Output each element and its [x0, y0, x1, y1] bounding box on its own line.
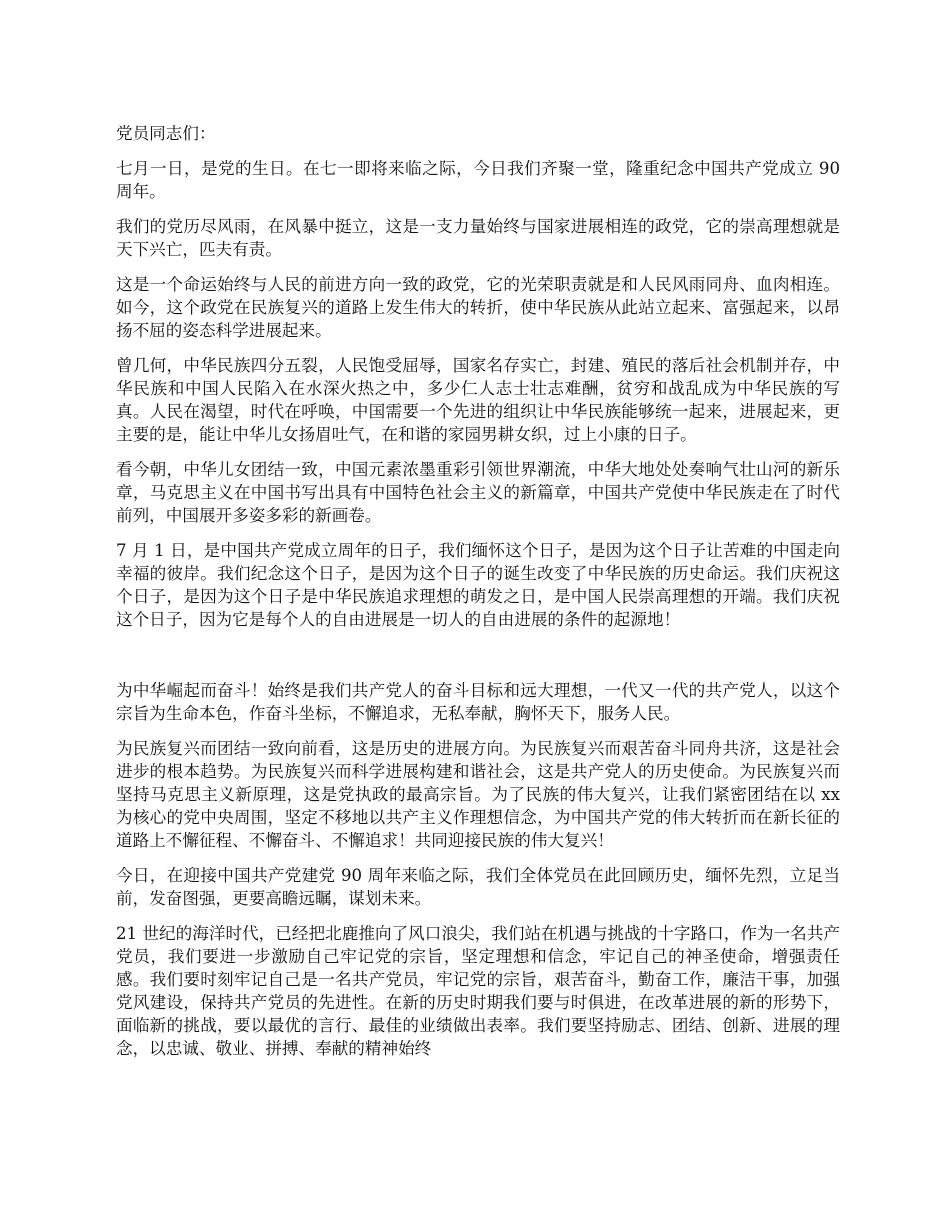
paragraph: 今日，在迎接中国共产党建党 90 周年来临之际，我们全体党员在此回顾历史，缅怀先烈，立足当前，发奋图强，更要高瞻远瞩，谋划未来。 — [116, 866, 840, 908]
paragraph: 为中华崛起而奋斗！始终是我们共产党人的奋斗目标和远大理想，一代又一代的共产党人，以这个宗旨为生命本色，作奋斗坐标，不懈追求，无私奉献，胸怀天下，服务人民。 — [116, 681, 840, 723]
paragraph: 21 世纪的海洋时代，已经把北鹿推向了风口浪尖，我们站在机遇与挑战的十字路口，作为一名共产党员，我们要进一步激励自己牢记党的宗旨，坚定理想和信念，牢记自己的神圣使命，增强责任感。我们要时刻牢记自己是一名共产党员，牢记党的宗旨，艰苦奋斗，勤奋工作，廉洁干事，加强党风建设，保持共产党员的先进性。在新的历史时期我们要与时俱进，在改革进展的新的形势下，面临新的挑战，要以最优的言行、最佳的业绩做出表率。我们要坚持励志、团结、创新、进展的理念，以忠诚、敬业、拼搏、奉献的精神始终 — [116, 924, 840, 1058]
paragraph: 这是一个命运始终与人民的前进方向一致的政党，它的光荣职责就是和人民风雨同舟、血肉相连。如今，这个政党在民族复兴的道路上发生伟大的转折，使中华民族从此站立起来、富强起来，以昂扬不屈的姿态科学进展起来。 — [116, 275, 840, 340]
paragraph: 我们的党历尽风雨，在风暴中挺立，这是一支力量始终与国家进展相连的政党，它的崇高理想就是天下兴亡，匹夫有责。 — [116, 217, 840, 259]
paragraph: 七月一日，是党的生日。在七一即将来临之际，今日我们齐聚一堂，隆重纪念中国共产党成立 90 周年。 — [116, 159, 840, 201]
paragraph: 7 月 1 日，是中国共产党成立周年的日子，我们缅怀这个日子，是因为这个日子让苦难的中国走向幸福的彼岸。我们纪念这个日子，是因为这个日子的诞生改变了中华民族的历史命运。我们庆祝这个日子，是因为这个日子是中华民族追求理想的萌发之日，是中国人民崇高理想的开端。我们庆祝这个日子，因为它是每个人的自由进展是一切人的自由进展的条件的起源地！ — [116, 541, 840, 629]
paragraph: 为民族复兴而团结一致向前看，这是历史的进展方向。为民族复兴而艰苦奋斗同舟共济，这是社会进步的根本趋势。为民族复兴而科学进展构建和谐社会，这是共产党人的历史使命。为民族复兴而坚持马克思主义新原理，这是党执政的最高宗旨。为了民族的伟大复兴，让我们紧密团结在以 xx 为核心的党中央周围，坚定不移地以共产主义作理想信念，为中国共产党的伟大转折而在新长征的道路上不懈征程、不懈奋斗、不懈追求！共同迎接民族的伟大复兴！ — [116, 739, 840, 850]
paragraph: 曾几何，中华民族四分五裂，人民饱受屈辱，国家名存实亡，封建、殖民的落后社会机制并存，中华民族和中国人民陷入在水深火热之中，多少仁人志士壮志难酬，贫穷和战乱成为中华民族的写真。人民在渴望，时代在呼唤，中国需要一个先进的组织让中华民族能够统一起来，进展起来，更主要的是，能让中华儿女扬眉吐气，在和谐的家园男耕女织，过上小康的日子。 — [116, 356, 840, 444]
document-page — [116, 122, 840, 1072]
paragraph: 看今朝，中华儿女团结一致，中国元素浓墨重彩引领世界潮流，中华大地处处奏响气壮山河的新乐章，马克思主义在中国书写出具有中国特色社会主义的新篇章，中国共产党使中华民族走在了时代前列，中国展开多姿多彩的新画卷。 — [116, 460, 840, 525]
section-gap — [116, 643, 840, 679]
greeting: 党员同志们： — [116, 124, 216, 143]
